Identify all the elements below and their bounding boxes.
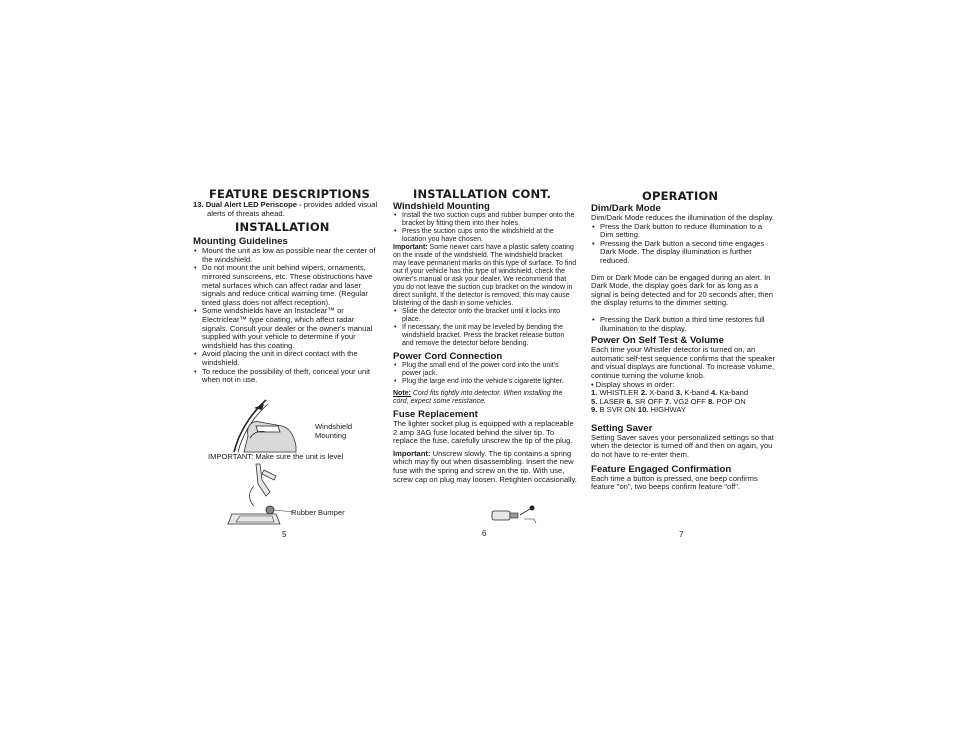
cord-note [393,390,577,406]
list-item: • Pressing the Dark button a third time restores full illumination to the display. [591,316,777,333]
list-item: • Slide the detector onto the bracket until it locks into place. [393,308,577,324]
dim-dark-list-2 [591,316,777,333]
order-number: 9. [591,405,598,415]
list-item: • To reduce the possibility of theft, conceal your unit when not in use. [193,368,380,385]
mounting-guidelines-list [193,247,380,385]
list-item: • Do not mount the unit behind wipers, ornaments, mirrored sunscreens, etc. These obstructions have metal surfaces which can affect radar and laser signals and reduce critical warning time. (Regular tinted glass does not affect reception). [193,264,380,307]
order-number: 4. [710,388,718,398]
fuse-text: The lighter socket plug is equipped with a replaceable 2 amp 3AG fuse located behind the silver tip. To replace the fuse, carefully unscrew the tip of the plug. [393,419,574,446]
setting-saver-title: Setting Saver [591,422,653,434]
fuse-important-note [393,450,577,484]
order-number: 2. [640,388,648,398]
fuse-replacement-title: Fuse Replacement [393,409,478,420]
windshield-caption [315,423,352,441]
feature-confirmation-text: Each time a button is pressed, one beep confirms feature "on", two beeps confirm feature "off". [591,473,758,492]
list-item: • Avoid placing the unit in direct contact with the windshield. [193,350,380,367]
important-label: Important: [393,244,428,251]
order-number: 3. [675,388,683,398]
note-label: Note: [393,390,411,397]
list-item: • Pressing the Dark button a second time engages Dark Mode. The display illumination is further reduced. [591,240,777,266]
order-number: 1. [591,388,598,398]
mounting-guidelines-title: Mounting Guidelines [193,236,288,248]
dim-dark-title: Dim/Dark Mode [591,203,661,214]
operation-header: OPERATION [642,189,719,203]
list-item: • Press the suction cups onto the windshield at the location you have chosen. [393,228,577,244]
list-item: • Plug the small end of the power cord into the unit's power jack. [393,362,577,378]
page-number-7: 7 [679,530,684,539]
self-test-title: Power On Self Test & Volume [591,335,724,347]
fuse-important-text: Unscrew slowly. The tip contains a spring which may fly out when disassembling. Insert the new fuse with the spring and screw on the tip. With use, screw cap on plug may loosen. Retighten occasionally. [393,448,577,484]
list-item: • Press the Dark button to reduce illumination to a Dim setting. [591,223,777,240]
bracket-illustration [226,462,296,528]
display-order-label: • Display shows in order: [591,379,675,389]
windshield-caption-line-1: Windshield [315,422,353,431]
order-number: 5. [591,396,598,406]
note-text: Cord fits tightly into detector. When installing the cord, expect some resistance. [393,390,563,405]
important-level-note [208,453,343,462]
windshield-mounting-illustration [224,396,304,454]
installation-header: INSTALLATION [235,220,330,235]
page-5-column [193,188,380,385]
dim-dark-text: Dim/Dark Mode reduces the illumination of the display. [591,213,775,222]
windshield-mounting-list-2 [393,308,577,348]
installation-cont-header: INSTALLATION CONT. [413,187,552,201]
setting-saver-text: Setting Saver saves your personalized settings so that when the detector is turned off and then on again, you do not have to re-enter them. [591,432,774,460]
feature-item-number: 13. [193,200,204,209]
page-7-column [591,190,777,492]
self-test-text: Each time your Whistler detector is turned on, an automatic self-test sequence confirms that the speaker and visual displays are functional. To increase volume, continue turning the volume knob. [591,345,776,380]
order-text: VG2 OFF [671,396,708,406]
page-6-column [393,188,577,484]
order-text: B SVR ON [597,405,638,415]
list-item: • Some windshields have an Instaclear™ or Electriclear™ type coating, which affect radar signals. Consult your dealer or the owner's manual supplied with your vehicle to determine if your windshield has this coating. [193,307,380,350]
feature-descriptions-header: FEATURE DESCRIPTIONS [209,187,371,201]
order-text: HIGHWAY [648,405,686,415]
order-text: WHISTLER [597,388,641,398]
order-text: POP ON [714,396,746,406]
important-text: Some newer cars have a plastic safety coating on the inside of the windshield. The windshield bracket may leave permanent marks on this type of surface. To find out if your vehicle has this type of windshield, check the owner's manual or ask your dealer. We recommend that you do not leave the suction cup bracket on the window in direct sunlight. If the detector is removed, this may cause blistering of the dash in some vehicles. [393,244,577,307]
order-number: 7. [664,396,672,406]
list-item: • If necessary, the unit may be leveled by bending the windshield bracket. Press the bracket release button and remove the detector before bending. [393,324,577,348]
windshield-caption-line-2: Mounting [315,430,347,440]
power-cord-title: Power Cord Connection [393,351,503,362]
list-item: • Mount the unit as low as possible near the center of the windshield. [193,247,380,264]
fuse-important-label: Important: [393,448,431,458]
rubber-bumper-caption: Rubber Bumper [291,508,345,517]
order-number: 6. [626,396,633,406]
order-number: 8. [707,396,715,406]
important-text: : Make sure the unit is level [251,452,344,461]
windshield-mounting-list [393,212,577,244]
feature-item-text: provides added visual alerts of threats ahead. [207,200,378,218]
dim-dark-text-2: Dim or Dark Mode can be engaged during an alert. In Dark Mode, the display goes dark for as long as a signal is being detected and for 20 seconds after, then the display returns to the dimmer setting. [591,272,773,308]
dim-dark-list [591,223,777,266]
important-safety-note [393,244,577,308]
order-number: 10. [637,405,649,415]
power-cord-list [393,362,577,386]
feature-confirmation-title: Feature Engaged Confirmation [591,463,732,475]
order-text: K-band [682,388,711,398]
order-text: Ka-band [717,388,749,398]
page-number-5: 5 [282,530,287,539]
order-text: LASER [597,396,627,406]
order-text: X-band [647,388,676,398]
order-text: SR OFF [632,396,665,406]
list-item: • Plug the large end into the vehicle's cigarette lighter. [393,378,577,386]
display-order-line-3 [591,406,777,415]
lighter-plug-illustration [490,503,540,525]
important-label: IMPORTANT [208,452,252,461]
page-number-6: 6 [482,529,487,538]
feature-item-title: Dual Alert LED Periscope - [205,200,302,209]
feature-item-13 [193,201,380,218]
list-item: • Install the two suction cups and rubber bumper onto the bracket by fitting them into their holes. [393,212,577,228]
windshield-mounting-title: Windshield Mounting [393,201,490,212]
